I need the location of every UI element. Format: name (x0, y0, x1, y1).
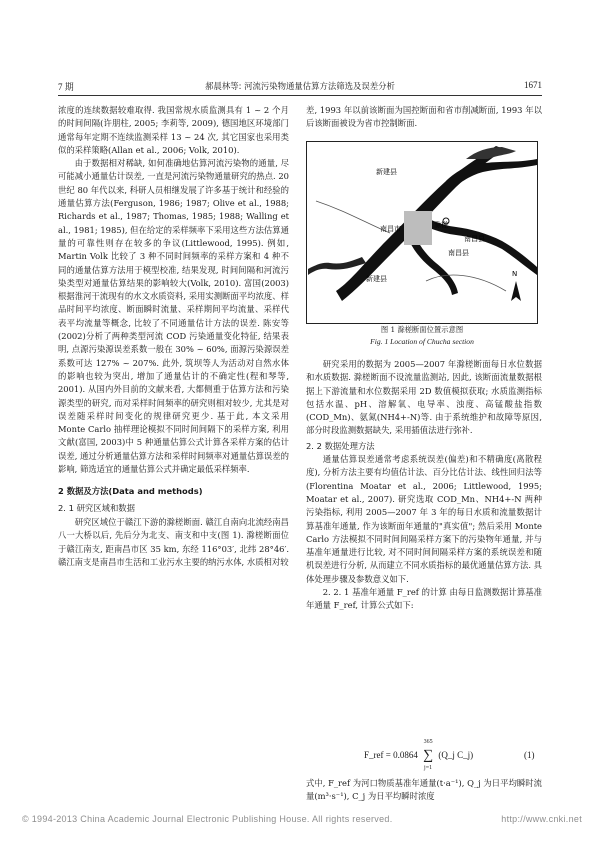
left-column (58, 104, 289, 569)
running-header (58, 80, 542, 94)
paragraph-methods-review: 由于数据相对稀缺, 如何准确地估算河流污染物的通量, 尽可能减小通量估计误差, 一直是河流污染物通量研究的热点. 20 世纪 80 年代以来, 科研人员相继发展了许多基于统计和经验的通量估算方法(Ferguson, 1986; 1987; Olive et al., 1988; Richards et al., 1987; Thomas, 1985; 1988; Walling et al., 1981; 1985), 但在给定的采样频率下采用这些方法估算通量的可靠性则存在较多的争议(Littlewood, 1995). 例如, Martin Volk 比较了 3 种不同时间频率的采样方案和 4 种不同的通量估算方法用于模型校准, 结果发现, 时间间隔和河流污染类型对通量估算结果的影响较大(Volk, 2010). 富国(2003)根据淮河干流现有的水文水质资料, 采用实测断面平均浓度、样品时间平均浓度、断面瞬时流量、采样期间平均流量、采样代表平均流量等概念, 比较了不同通量估计方法的误差. 陈安等(2002)分析了两种类型河流 COD 污染通量变化特征, 结果表明, 点源污染源误差系数一般在 30% ~ 60%, 面源污染源误差系数可达 127% ~ 207%. 此外, 筑坝等人为活动对自然水体的影响也较为突出, 增加了通量估计的不确定性(程和琴等, 2001). 从国内外目前的文献来看, 大都侧重于估算方法和污染源类型的研究, 而对采样时间频率的研究则相对较少, 尤其是对误差随采样时间变化的规律研究更少. 基于此, 本文采用 Monte Carlo 抽样理论模拟不同时间间隔下的采样方案, 利用文献(富国, 2003)中 5 种通量估算公式计算各采样方案的估计误差, 通过分析通量估算方法和采样时间频率对通量估算误差的影响, 筛选适宜的通量估算公式并确定最低采样频率. (58, 158, 289, 475)
sum-lower-limit: j=1 (424, 765, 433, 771)
equation-1 (364, 739, 474, 771)
summation-symbol: ∑ 365 j=1 (420, 748, 436, 764)
sum-upper-limit: 365 (423, 739, 433, 745)
label-nanchang-county-east: 南昌县 (464, 235, 485, 243)
subsection-heading-2-2: 2. 2 数据处理方法 (306, 440, 375, 451)
right-column-bottom (306, 777, 542, 804)
header-rule (58, 95, 542, 96)
label-xinjian-bottom: 新建县 (366, 275, 387, 283)
right-column-top (306, 104, 542, 131)
cnki-link[interactable]: http://www.cnki.net (501, 814, 582, 824)
equation-lhs: F_ref = 0.0864 (364, 750, 418, 761)
paragraph-data-source: 研究采用的数据为 2005—2007 年滁槎断面每日水位数据和水质数据. 滁槎断面不设流量监测站, 因此, 该断面流量数据根据上下游流量和水位数据采用 2D 数值模拟获取; 水质监测指标包括水温、pH、溶解氧、电导率、浊度、高锰酸盐指数(COD_Mn)、氨氮(NH4+-N)等. 由于系统维护和故障等原因, 部分时段监测数据缺失, 采用插值法进行弥补. (306, 359, 542, 436)
running-title: 郝晨林等: 河流污染物通量估算方法筛选及误差分析 (205, 81, 395, 91)
page-number: 1671 (524, 80, 542, 90)
nanchang-city-area (404, 211, 432, 245)
paragraph-intro-end: 浓度的连续数据较难取得. 我国常规水质监测具有 1 ~ 2 个月的时间间隔(许朋柱, 2005; 李莉等, 2009), 德国地区环境部门通常每年定期不连续监测采样 13 ~ 24 次, 其它国家也采用类似的采样策略(Allan et al., 2006; Volk, 2010). (58, 105, 289, 155)
paragraph-study-area: 研究区域位于赣江下游的滁槎断面. 赣江自南向北流经南昌八一大桥以后, 先后分为北支、南支和中支(图 1). 滁槎断面位于赣江南支, 距南昌市区 35 km, 东经 116°03′, 北纬 28°46′. 赣江南支是南昌市生活和工业污水主要的纳污水体, 水质相对较 (58, 516, 289, 567)
subsection-heading-2-1: 2. 1 研究区域和数据 (58, 502, 135, 513)
label-nanchang-county: 南昌县 (448, 249, 469, 257)
copyright-text: © 1994-2013 China Academic Journal Electronic Publishing House. All rights reserved. (22, 814, 393, 824)
issue-label: 7 期 (58, 82, 74, 92)
section-heading-2: 2 数据及方法(Data and methods) (58, 486, 203, 497)
equation-number: (1) (524, 750, 535, 760)
north-label: N (512, 270, 518, 278)
paragraph-equation-explanation: 式中, F_ref 为河口物质基准年通量(t·a⁻¹), Q_j 为日平均瞬时流量(m³·s⁻¹), C_j 为日平均瞬时浓度 (306, 778, 542, 802)
figure-1-map (306, 141, 538, 324)
label-xinjian-top: 新建县 (376, 168, 397, 176)
label-chucha: 滁槎 (434, 221, 448, 229)
paragraph-reference-flux-intro: 2. 2. 1 基准年通量 F_ref 的计算 由每日监测数据计算基准年通量 F_ref, 计算公式如下: (306, 587, 542, 611)
right-column-main (306, 358, 542, 613)
paragraph-study-area-cont: 差, 1993 年以前该断面为国控断面和省市削减断面, 1993 年以后该断面被设为省市控制断面. (306, 105, 542, 129)
equation-rhs: (Q_j C_j) (438, 750, 474, 761)
location-map-svg (306, 141, 538, 324)
paragraph-processing-methods: 通量估算误差通常考虑系统误差(偏差)和不精确度(离散程度), 分析方法主要有均值估计法、百分比估计法、线性回归法等(Florentina Moatar et al., 2006; Littlewood, 1995; Moatar et al., 2007). 研究选取 COD_Mn、NH4+-N 两种污染指标, 利用 2005—2007 年 3 年的每日水质和流量数据计算基准年通量, 作为该断面年通量的"真实值"; 然后采用 Monte Carlo 方法模拟不同时间间隔采样方案下的污染物年通量, 并与基准年通量进行比较, 对不同时间间隔采样方案的系统误差和随机误差进行分析, 从而建立不同水质指标的最优通量估算方法. 具体处理步骤及参数意义如下. (306, 454, 542, 584)
figure-caption-cn: 图 1 滁槎断面位置示意图 (380, 325, 464, 334)
figure-caption-en: Fig. 1 Location of Chucha section (370, 337, 474, 346)
label-nanchang-city: 南昌市 (380, 225, 401, 233)
